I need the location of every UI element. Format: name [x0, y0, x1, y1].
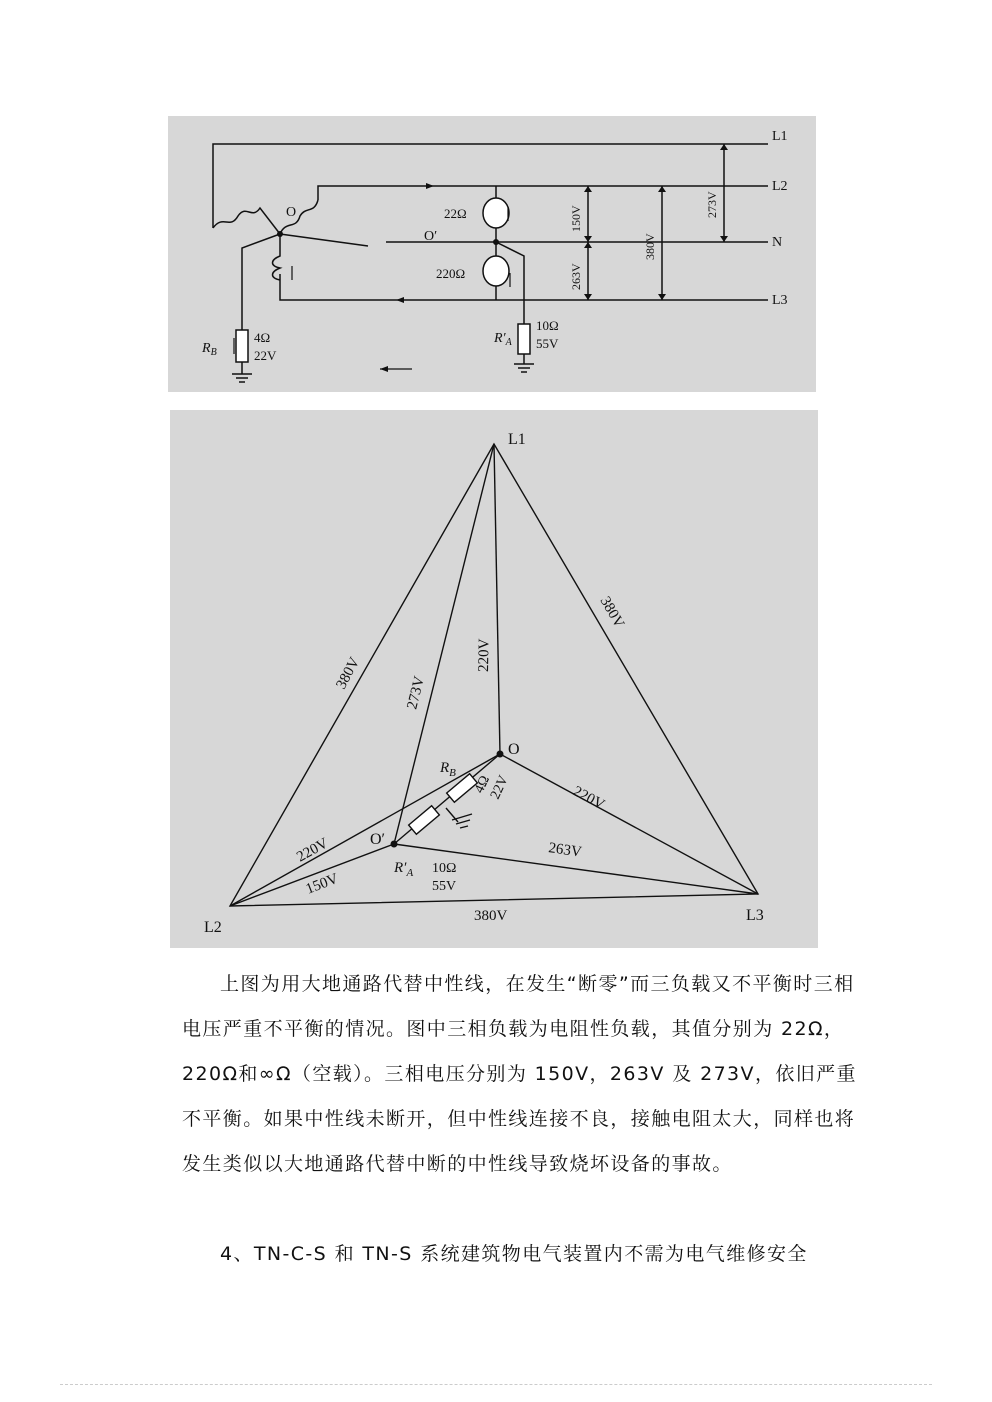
label-ra: $R'_A$ [494, 331, 512, 348]
label-l2-l3: 380V [474, 908, 508, 924]
label-l1: L1 [508, 431, 526, 448]
node-o-prime-dot [493, 239, 499, 245]
label-rb-volt: 22V [254, 348, 277, 363]
label-l3: L3 [772, 293, 788, 308]
label-rb-res: 4Ω [472, 773, 493, 796]
label-l2-oprime: 150V [303, 870, 341, 898]
edge-o-l3 [500, 754, 758, 894]
rb-ground [232, 362, 252, 382]
load-220-ohm [483, 256, 509, 286]
rb-resistor [236, 330, 248, 362]
node-o-dot [497, 751, 504, 758]
label-node-o-prime: O′ [424, 229, 438, 244]
label-ra-volt: 55V [536, 336, 559, 351]
label-rb-volt: 22V [488, 773, 512, 802]
edge-l2-o [230, 754, 500, 906]
edge-l1-o [494, 444, 500, 754]
label-n: N [772, 235, 783, 250]
label-rb: $R_B$ [202, 341, 217, 358]
ra-ground [514, 354, 534, 372]
label-380v: 380V [643, 233, 657, 260]
label-rb: $R_B$ [440, 760, 456, 779]
ra-resistor [518, 324, 530, 354]
label-150v: 150V [569, 205, 583, 232]
label-l2: L2 [204, 919, 222, 936]
node-o-prime-dot [391, 841, 398, 848]
paragraph-item-4: 4、TN-C-S 和 TN-S 系统建筑物电气装置内不需为电气维修安全 [220, 1243, 808, 1265]
voltage-phasor-svg [170, 410, 818, 948]
label-o-prime: O′ [370, 831, 386, 848]
current-arrow-l3 [396, 297, 404, 303]
label-ra: $R'_A$ [394, 860, 414, 879]
label-l1-l3: 380V [596, 594, 628, 631]
label-ra-res: 10Ω [432, 861, 457, 876]
label-rb-res: 4Ω [254, 330, 271, 345]
label-node-o: O [286, 205, 297, 220]
label-l3: L3 [746, 907, 764, 924]
circuit-diagram [168, 116, 816, 392]
label-220-ohm: 220Ω [436, 266, 466, 281]
label-o-l3: 220V [570, 783, 608, 814]
rb-wire [242, 234, 280, 330]
page-bottom-rule [60, 1384, 932, 1385]
ra-resistor [409, 806, 440, 834]
paragraph-explanation: 上图为用大地通路代替中性线，在发生“断零”而三负载又不平衡时三相电压严重不平衡的情况。图中三相负载为电阻性负载，其值分别为 22Ω，220Ω和∞Ω（空载）。三相电压分别为 150V，263V 及 273V，依旧严重不平衡。如果中性线未断开，但中性线连接不良，接触电阻太大，同样也将发生类似以大地通路代替中断的中性线导致烧坏设备的事故。 [182, 973, 857, 1175]
label-l1-oprime: 273V [404, 674, 428, 711]
line-n-wire [280, 234, 768, 246]
label-273v: 273V [705, 191, 719, 218]
load-22-ohm [483, 198, 509, 228]
label-l1: L1 [772, 129, 788, 144]
label-l1-o: 220V [476, 638, 493, 673]
line-l2-wire [318, 186, 768, 200]
label-ra-res: 10Ω [536, 318, 559, 333]
current-arrow-l2 [426, 183, 434, 189]
label-oprime-l3: 263V [547, 840, 583, 861]
label-l2-o: 220V [294, 835, 332, 866]
winding-a [213, 208, 280, 234]
label-263v: 263V [569, 263, 583, 290]
label-l1-l2: 380V [333, 654, 364, 692]
node-o-dot [277, 231, 283, 237]
voltage-phasor-diagram [170, 410, 818, 948]
winding-c [273, 234, 281, 280]
label-ra-volt: 55V [432, 879, 457, 894]
circuit-diagram-svg [168, 116, 816, 392]
label-o: O [508, 741, 520, 758]
outer-triangle [230, 444, 758, 906]
label-22-ohm: 22Ω [444, 206, 467, 221]
ground-symbol [446, 808, 472, 828]
label-l2: L2 [772, 179, 788, 194]
